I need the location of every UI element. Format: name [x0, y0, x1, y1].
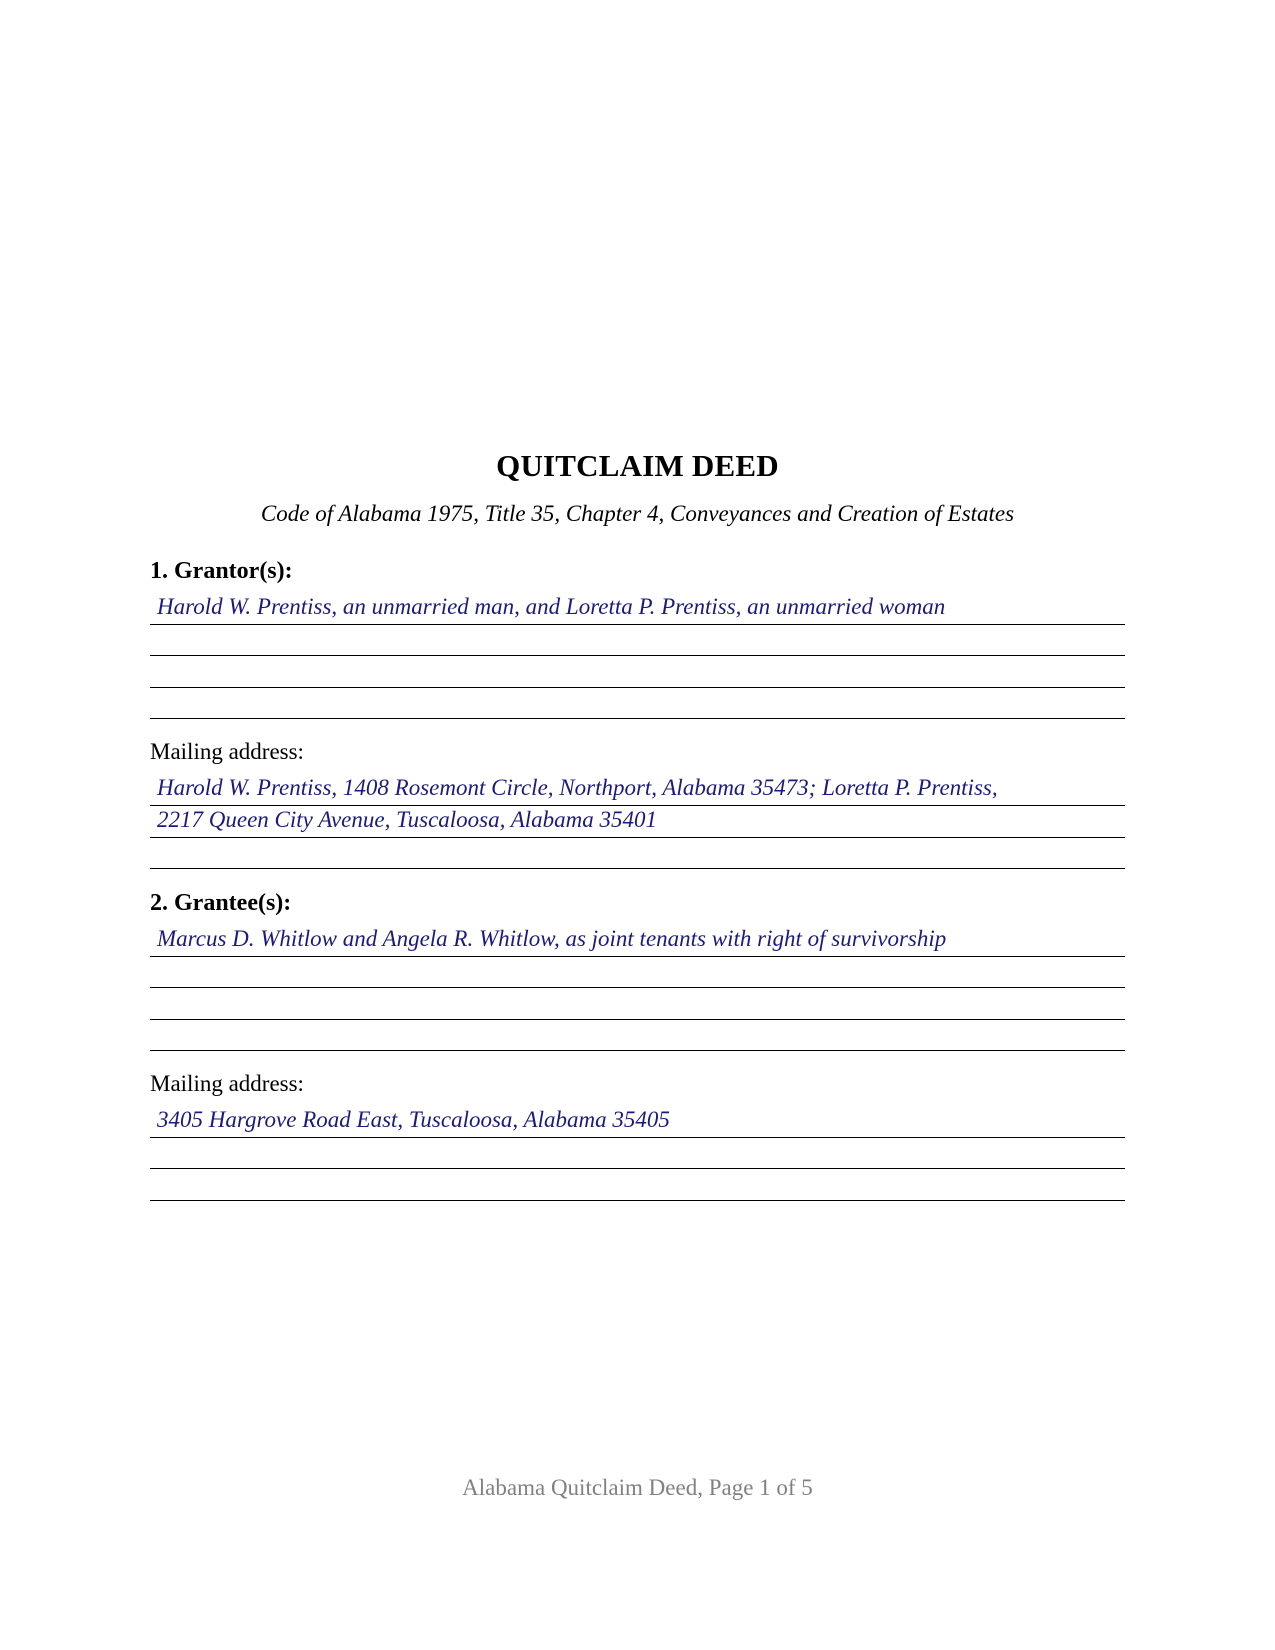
grantee-name-line-4 [150, 1050, 1125, 1051]
grantee-name-line-2 [150, 987, 1125, 988]
grantor-address-value-2[interactable]: 2217 Queen City Avenue, Tuscaloosa, Alabama 35401 [157, 807, 658, 832]
grantor-name-line-1 [150, 624, 1125, 625]
grantor-address-label: Mailing address: [150, 739, 304, 764]
grantee-address-line-3 [150, 1200, 1125, 1201]
grantee-heading: 2. Grantee(s): [150, 890, 292, 916]
grantee-address-label: Mailing address: [150, 1071, 304, 1096]
grantor-address-line-3 [150, 868, 1125, 869]
grantee-name-line-1 [150, 956, 1125, 957]
grantee-name-value[interactable]: Marcus D. Whitlow and Angela R. Whitlow, as joint tenants with right of survivorship [157, 926, 947, 951]
grantee-name-line-3 [150, 1019, 1125, 1020]
page-footer: Alabama Quitclaim Deed, Page 1 of 5 [462, 1475, 813, 1500]
document-subtitle: Code of Alabama 1975, Title 35, Chapter 4, Conveyances and Creation of Estates [260, 501, 1015, 526]
grantor-name-line-4 [150, 718, 1125, 719]
grantor-address-line-2 [150, 837, 1125, 838]
grantor-heading: 1. Grantor(s): [150, 558, 293, 584]
grantee-address-line-1 [150, 1137, 1125, 1138]
grantee-address-line-2 [150, 1168, 1125, 1169]
grantor-address-value-1[interactable]: Harold W. Prentiss, 1408 Rosemont Circle, Northport, Alabama 35473; Loretta P. Prentiss, [157, 775, 998, 800]
grantor-name-value[interactable]: Harold W. Prentiss, an unmarried man, and Loretta P. Prentiss, an unmarried woman [157, 594, 946, 619]
grantor-name-line-3 [150, 687, 1125, 688]
document-title: QUITCLAIM DEED [496, 448, 779, 483]
grantee-address-value-1[interactable]: 3405 Hargrove Road East, Tuscaloosa, Alabama 35405 [157, 1107, 670, 1132]
grantor-name-line-2 [150, 655, 1125, 656]
